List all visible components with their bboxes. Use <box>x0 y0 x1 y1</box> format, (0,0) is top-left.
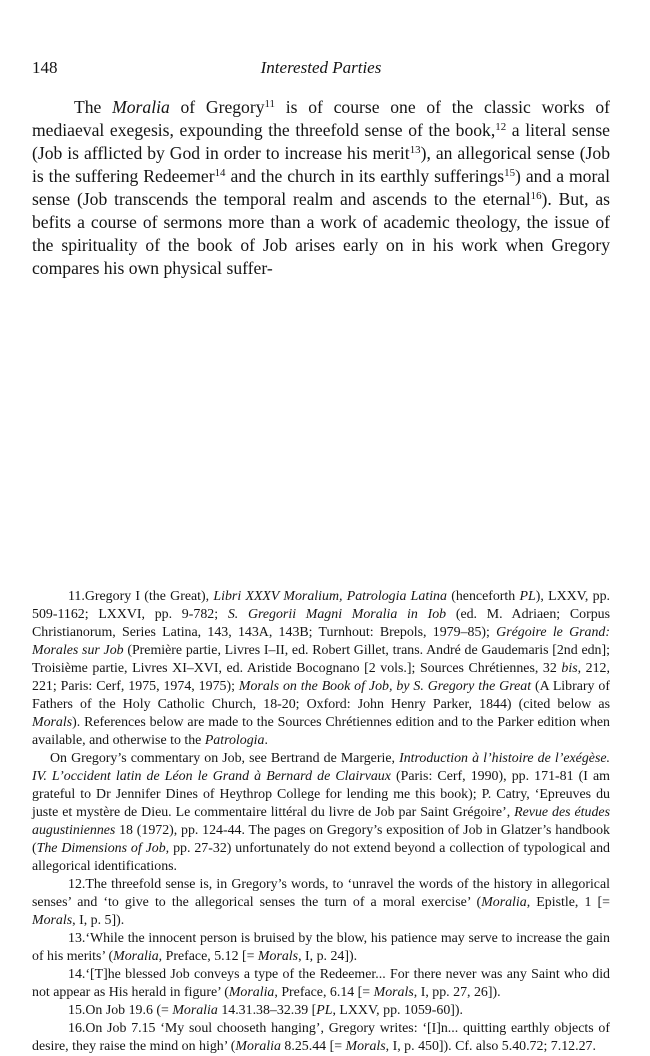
note-text: , I, pp. 27, 26]). <box>413 985 501 1000</box>
note-text: ‘[T]he blessed Job conveys a type of the Redeemer... For there never was any Saint who did not appear as His herald in figure’ ( <box>32 967 610 1000</box>
running-head <box>32 58 610 80</box>
note-text: ‘While the innocent person is bruised by the blow, his patience may serve to increase the gain of his merits’ ( <box>32 931 610 964</box>
footnote-15 <box>32 1002 610 1020</box>
note-text: (ed. M. Adriaen; Corpus Christianorum, Series Latina, 143, 143A, 143B; Turnhout: Brepols, 1979–85); <box>32 607 610 640</box>
note-text: (Première partie, Livres I–II, ed. Robert Gillet, trans. André de Gaudemaris [2nd edn]; Troisième partie, Livres XI–XVI, ed. Aristide Bocognano [2 vols.]; Sources Chrétiennes, 32 <box>32 643 610 676</box>
footnote-11 <box>32 588 610 750</box>
note-text: , Preface, 5.12 [= <box>158 949 258 964</box>
footnote-13 <box>32 930 610 966</box>
note-text: ), LXXV, pp. 509-1162; LXXVI, pp. 9-782; <box>32 589 610 622</box>
note-italic: Morals <box>32 913 73 928</box>
body-text: a literal sense (Job is afflicted by God in order to increase his merit <box>32 120 610 163</box>
footnote-11-continued <box>32 750 610 876</box>
note-italic: Morals <box>345 1039 386 1054</box>
body-text: ), an allegorical sense (Job is the suffering Redeemer <box>32 143 611 186</box>
footnote-number: 15. <box>68 1003 86 1018</box>
note-text: , I, p. 5]). <box>72 913 125 928</box>
note-text: 18 (1972), pp. 124-44. The pages on Gregory’s exposition of Job in Glatzer’s handbook ( <box>32 823 610 856</box>
note-italic: Morals <box>373 985 414 1000</box>
note-italic: Morals <box>32 715 73 730</box>
note-italic: Grégoire le Grand: Morales sur Job <box>32 625 611 658</box>
footnote-number: 12. <box>68 877 86 892</box>
note-text: . <box>264 733 268 748</box>
note-text: On Job 19.6 (= <box>85 1003 173 1018</box>
note-italic: Morals on the Book of Job, by S. Gregory the Great <box>238 679 532 694</box>
note-italic: Moralia <box>235 1039 281 1054</box>
note-text: 8.25.44 [= <box>280 1039 346 1054</box>
note-italic: Libri XXXV Moralium, Patrologia Latina <box>213 589 447 604</box>
note-text: On Job 7.15 ‘My soul chooseth hanging’, Gregory writes: ‘[I]n... quitting earthly objects of desire, they raise the mind on high’ ( <box>32 1021 610 1054</box>
note-italic: Introduction à l’histoire de l’exégèse. IV. L’occident latin de Léon le Grand à Bernard de Clairvaux <box>32 751 610 784</box>
footnote-ref-11: 11 <box>264 98 276 110</box>
note-text: , Preface, 6.14 [= <box>274 985 374 1000</box>
note-text: pp. 27-32) unfortunately do not extend beyond a collection of typological and allegorical identifications. <box>32 841 610 874</box>
footnote-number: 14. <box>68 967 86 982</box>
running-title: Interested Parties <box>260 58 382 77</box>
footnote-number: 16. <box>68 1021 86 1036</box>
footnote-ref-12: 12 <box>495 121 507 133</box>
note-text: Gregory I (the Great), <box>84 589 214 604</box>
note-italic: Moralia <box>172 1003 218 1018</box>
body-text: and the church in its earthly sufferings <box>225 166 505 186</box>
note-italic: PL <box>519 589 536 604</box>
note-text: 14.31.38–32.39 [ <box>217 1003 317 1018</box>
footnotes <box>32 588 610 1056</box>
note-text: The threefold sense is, in Gregory’s words, to ‘unravel the words of the history in allegorical senses’ and ‘to give to the allegorical senses the turn of a moral exercise’ ( <box>32 877 610 910</box>
footnote-number: 11. <box>68 589 85 604</box>
note-italic: Patrologia <box>204 733 265 748</box>
body-paragraph <box>32 96 610 280</box>
note-text: On Gregory’s commentary on Job, see Bertrand de Margerie, <box>50 751 400 766</box>
footnote-ref-15: 15 <box>504 167 516 179</box>
note-italic: Moralia <box>481 895 527 910</box>
footnote-number: 13. <box>68 931 86 946</box>
body-italic: Moralia <box>112 97 170 117</box>
note-italic: PL <box>316 1003 333 1018</box>
note-italic: S. Gregorii Magni Moralia in Iob <box>227 607 447 622</box>
footnote-ref-16: 16 <box>530 190 542 202</box>
footnote-16 <box>32 1020 610 1056</box>
footnote-12 <box>32 876 610 930</box>
note-italic: Moralia <box>228 985 275 1000</box>
note-text: , LXXV, pp. 1059-60]). <box>332 1003 463 1018</box>
note-text: (henceforth <box>446 589 520 604</box>
note-text: ). References below are made to the Sources Chrétiennes edition and to the Parker edition when available, and otherwise to the <box>32 715 610 748</box>
footnote-14 <box>32 966 610 1002</box>
body-text: is of course one of the classic works of mediaeval exegesis, expounding the threefold sense of the book, <box>32 97 610 140</box>
footnote-ref-13: 13 <box>409 144 421 156</box>
note-text: , I, p. 24]). <box>298 949 358 964</box>
note-italic: Morals <box>257 949 299 964</box>
note-text: , Epistle, 1 [= <box>526 895 610 910</box>
footnote-ref-14: 14 <box>214 167 226 179</box>
body-text: The <box>74 97 113 117</box>
note-text: (A Library of Fathers of the Holy Catholic Church, 18-20; Oxford: John Henry Parker, 1844) (cited below as <box>32 679 610 712</box>
note-text: (Paris: Cerf, 1990), pp. 171-81 (I am grateful to Dr Jennifer Dines of Heythrop College for lending me this book); P. Catry, ‘Epreuves du juste et mystère de Dieu. Le commentaire littéral du livre de Job par Saint Grégoire’, <box>32 769 610 820</box>
body-text: ). But, as befits a course of sermons more than a work of academic theology, the issue of the spirituality of the book of Job arises early on in his work when Gregory compares his own physical suffer- <box>32 189 610 278</box>
note-italic: Moralia <box>113 949 159 964</box>
body-text: of Gregory <box>169 97 265 117</box>
note-italic: Revue des études augustiniennes <box>32 805 610 838</box>
note-text: , 212, 221; Paris: Cerf, 1975, 1974, 1975); <box>32 661 610 694</box>
body-text: ) and a moral sense (Job transcends the temporal realm and ascends to the eternal <box>32 166 610 209</box>
note-italic: bis <box>561 661 578 676</box>
page-number: 148 <box>32 58 58 77</box>
note-italic: The Dimensions of Job, <box>36 841 170 856</box>
note-text: , I, p. 450]). Cf. also 5.40.72; 7.12.27. <box>385 1039 596 1054</box>
